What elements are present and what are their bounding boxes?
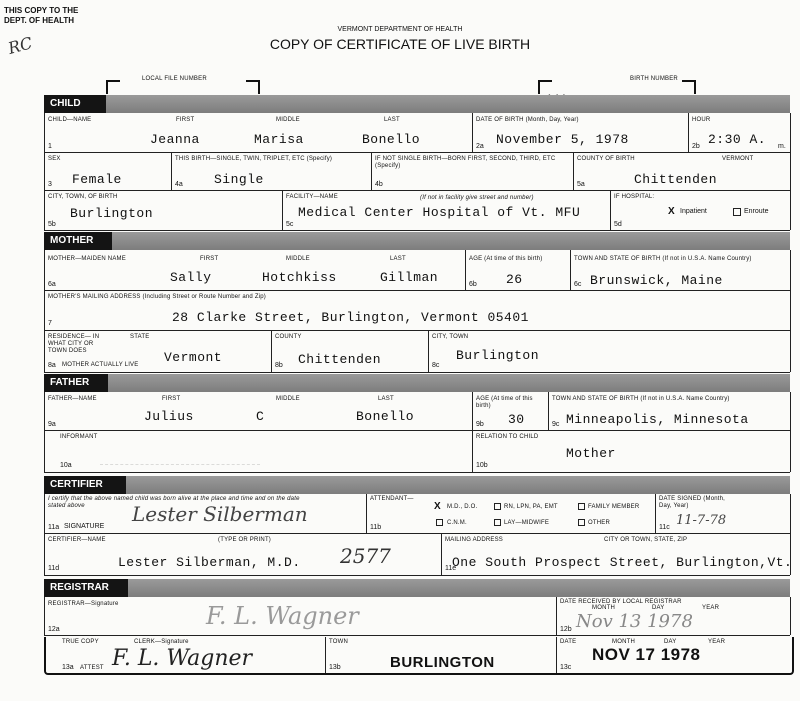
section-label-father: FATHER bbox=[44, 374, 108, 392]
field-number: 11d bbox=[48, 565, 60, 572]
field-number: 9a bbox=[48, 421, 56, 428]
facility-name: Medical Center Hospital of Vt. MFU bbox=[298, 205, 581, 220]
inpatient-checkbox[interactable]: X bbox=[668, 206, 675, 217]
date-signed-label: DATE SIGNED (Month, Day, Year) bbox=[659, 496, 726, 509]
hour-label: HOUR bbox=[692, 117, 711, 123]
attendant-family-label: FAMILY MEMBER bbox=[588, 504, 640, 510]
field-number: 9c bbox=[552, 421, 560, 428]
attendant-label: ATTENDANT— bbox=[370, 496, 414, 502]
section-label-certifier: CERTIFIER bbox=[44, 476, 126, 494]
field-number: 11b bbox=[370, 524, 382, 531]
birth-number-label: BIRTH NUMBER bbox=[630, 76, 678, 82]
child-last-name: Bonello bbox=[362, 132, 421, 147]
county-of-birth-label: COUNTY OF BIRTH bbox=[577, 156, 635, 162]
enroute-label: Enroute bbox=[744, 208, 769, 215]
mother-last-label: LAST bbox=[390, 256, 406, 262]
relation-label: RELATION TO CHILD bbox=[476, 434, 539, 440]
mother-name-label: MOTHER—MAIDEN NAME bbox=[48, 256, 126, 262]
father-birthplace-label: TOWN AND STATE OF BIRTH (If not in U.S.A. Name Country) bbox=[552, 396, 730, 402]
mailing-city-label: CITY OR TOWN, STATE, ZIP bbox=[604, 537, 688, 543]
informant-label: INFORMANT bbox=[60, 434, 98, 440]
sex-label: SEX bbox=[48, 156, 61, 162]
attendant-rn-label: RN, LPN, PA, EMT bbox=[504, 504, 558, 510]
mother-birthplace-label: TOWN AND STATE OF BIRTH (If not in U.S.A. Name Country) bbox=[574, 256, 752, 262]
field-number: 5a bbox=[577, 181, 585, 188]
date-of-birth-label: DATE OF BIRTH (Month, Day, Year) bbox=[476, 117, 579, 123]
father-name-label: FATHER—NAME bbox=[48, 396, 97, 402]
true-copy-label: TRUE COPY bbox=[62, 639, 99, 645]
mother-address: 28 Clarke Street, Burlington, Vermont 05401 bbox=[172, 310, 529, 325]
field-number: 6a bbox=[48, 281, 56, 288]
mother-first-label: FIRST bbox=[200, 256, 219, 262]
faded-informant-signature bbox=[100, 440, 260, 465]
field-number: 9b bbox=[476, 421, 484, 428]
registrar-signature-label: REGISTRAR—Signature bbox=[48, 601, 119, 607]
field-number: 12a bbox=[48, 626, 60, 633]
this-birth-value: Single bbox=[214, 172, 264, 187]
section-band-child bbox=[44, 95, 790, 113]
father-first-label: FIRST bbox=[162, 396, 181, 402]
mother-middle-label: MIDDLE bbox=[286, 256, 310, 262]
date-received-month-label: MONTH bbox=[592, 605, 615, 611]
mother-age-label: AGE (At time of this birth) bbox=[469, 256, 543, 262]
field-number: 13c bbox=[560, 664, 572, 671]
date-label: DATE bbox=[560, 639, 577, 645]
father-middle-label: MIDDLE bbox=[276, 396, 300, 402]
field-number: 13a bbox=[62, 664, 74, 671]
section-band-certifier bbox=[44, 476, 790, 494]
mother-address-label: MOTHER'S MAILING ADDRESS (Including Street or Route Number and Zip) bbox=[48, 294, 266, 300]
date-received-year-label: YEAR bbox=[702, 605, 720, 611]
document-title: COPY OF CERTIFICATE OF LIVE BIRTH bbox=[269, 36, 531, 52]
father-first-name: Julius bbox=[144, 409, 194, 424]
child-name-label: CHILD—NAME bbox=[48, 117, 92, 123]
field-number: 5d bbox=[614, 221, 622, 228]
field-number: 11c bbox=[659, 524, 670, 531]
field-number: 11a bbox=[48, 524, 60, 531]
residence-label: RESIDENCE— IN WHAT CITY OR TOWN DOES bbox=[48, 334, 100, 354]
attendant-md-checkbox[interactable]: X bbox=[434, 501, 441, 512]
mother-birthplace: Brunswick, Maine bbox=[590, 273, 723, 288]
clerk-signature-label: CLERK—Signature bbox=[134, 639, 189, 645]
field-number: 4a bbox=[175, 181, 183, 188]
birth-number-bracket-right bbox=[682, 80, 696, 94]
residence-county: Chittenden bbox=[298, 352, 382, 367]
field-number: 8b bbox=[275, 362, 283, 369]
type-or-print-label: (TYPE OR PRINT) bbox=[218, 537, 272, 543]
attendant-md-label: M.D., D.O. bbox=[447, 504, 478, 510]
attendant-family-checkbox[interactable] bbox=[578, 503, 585, 510]
attendant-rn-checkbox[interactable] bbox=[494, 503, 501, 510]
margin-initials: RC bbox=[5, 33, 35, 58]
field-number: 8c bbox=[432, 362, 440, 369]
field-number: 3 bbox=[48, 181, 52, 188]
file-number-bracket-left bbox=[106, 80, 120, 94]
residence-label-2: MOTHER ACTUALLY LIVE bbox=[62, 362, 139, 368]
mother-last-name: Gillman bbox=[380, 270, 439, 285]
field-number: 7 bbox=[48, 320, 52, 327]
section-band-father bbox=[44, 374, 790, 392]
certifier-license-number: 2577 bbox=[340, 544, 391, 568]
date-month-label: MONTH bbox=[612, 639, 635, 645]
attendant-midwife-label: LAY—MIDWIFE bbox=[504, 520, 550, 526]
issue-date-stamp: NOV 17 1978 bbox=[592, 645, 701, 664]
father-last-name: Bonello bbox=[356, 409, 415, 424]
field-number: 10b bbox=[476, 462, 488, 469]
copy-to-note: THIS COPY TO THE DEPT. OF HEALTH bbox=[4, 6, 79, 25]
registrar-signature: F. L. Wagner bbox=[206, 602, 359, 630]
local-file-number-label: LOCAL FILE NUMBER bbox=[142, 76, 207, 82]
certifier-name: Lester Silberman, M.D. bbox=[118, 555, 301, 570]
town-stamp: BURLINGTON bbox=[390, 654, 495, 671]
facility-label: FACILITY—NAME bbox=[286, 194, 338, 200]
residence-city: Burlington bbox=[456, 348, 540, 363]
hour-value: 2:30 A. bbox=[708, 132, 767, 147]
city-of-birth: Burlington bbox=[70, 206, 154, 221]
attendant-cnm-checkbox[interactable] bbox=[436, 519, 443, 526]
certifier-signature-label: SIGNATURE bbox=[64, 523, 105, 530]
mother-age: 26 bbox=[506, 272, 523, 287]
attendant-cnm-label: C.N.M. bbox=[447, 520, 467, 526]
child-middle-name: Marisa bbox=[254, 132, 304, 147]
field-number: 8a bbox=[48, 362, 56, 369]
enroute-checkbox[interactable] bbox=[733, 208, 741, 216]
if-not-single-label: IF NOT SINGLE BIRTH—BORN FIRST, SECOND, THIRD, ETC (Specify) bbox=[375, 156, 556, 169]
field-number: 4b bbox=[375, 181, 383, 188]
section-band-mother bbox=[44, 232, 790, 250]
certifier-mailing-address: One South Prospect Street, Burlington,Vt. bbox=[452, 555, 793, 570]
field-number: 12b bbox=[560, 626, 572, 633]
date-received: Nov 13 1978 bbox=[576, 611, 693, 632]
field-number: 2a bbox=[476, 143, 484, 150]
child-middle-label: MIDDLE bbox=[276, 117, 300, 123]
attendant-other-label: OTHER bbox=[588, 520, 610, 526]
father-birthplace: Minneapolis, Minnesota bbox=[566, 412, 749, 427]
child-last-label: LAST bbox=[384, 117, 400, 123]
residence-county-label: COUNTY bbox=[275, 334, 302, 340]
inpatient-label: Inpatient bbox=[680, 208, 707, 215]
date-received-label: DATE RECEIVED BY LOCAL REGISTRAR bbox=[560, 599, 682, 605]
residence-city-label: CITY, TOWN bbox=[432, 334, 469, 340]
town-label: TOWN bbox=[329, 639, 349, 645]
child-first-label: FIRST bbox=[176, 117, 195, 123]
certifier-signature: Lester Silberman bbox=[132, 502, 308, 526]
certify-statement: I certify that the above named child was born alive at the place and time and on the date stated above bbox=[48, 496, 300, 509]
father-age-label: AGE (At time of this birth) bbox=[476, 396, 533, 409]
field-number: 11e bbox=[445, 565, 457, 572]
attendant-midwife-checkbox[interactable] bbox=[494, 519, 501, 526]
this-birth-label: THIS BIRTH—SINGLE, TWIN, TRIPLET, ETC (Specify) bbox=[175, 156, 333, 162]
relation-value: Mother bbox=[566, 446, 616, 461]
section-label-child: CHILD bbox=[44, 95, 106, 113]
father-middle-name: C bbox=[256, 409, 265, 424]
mother-middle-name: Hotchkiss bbox=[262, 270, 337, 285]
facility-note: (If not in facility give street and number) bbox=[420, 195, 534, 201]
field-number: 6b bbox=[469, 281, 477, 288]
vermont-label: VERMONT bbox=[722, 156, 754, 162]
field-number: 5c bbox=[286, 221, 294, 228]
date-signed: 11-7-78 bbox=[676, 513, 727, 528]
if-hospital-label: IF HOSPITAL: bbox=[614, 194, 655, 200]
field-number: 1 bbox=[48, 143, 52, 150]
field-number: 2b bbox=[692, 143, 700, 150]
field-number: 10a bbox=[60, 462, 72, 469]
child-first-name: Jeanna bbox=[150, 132, 200, 147]
section-label-registrar: REGISTRAR bbox=[44, 579, 128, 597]
date-year-label: YEAR bbox=[708, 639, 726, 645]
residence-state-label: STATE bbox=[130, 334, 150, 340]
county-of-birth: Chittenden bbox=[634, 172, 718, 187]
field-number: 6c bbox=[574, 281, 582, 288]
attest-label: ATTEST bbox=[80, 665, 104, 671]
file-number-bracket-right bbox=[246, 80, 260, 94]
section-band-registrar bbox=[44, 579, 790, 597]
date-of-birth: November 5, 1978 bbox=[496, 132, 629, 147]
field-number: 13b bbox=[329, 664, 341, 671]
father-last-label: LAST bbox=[378, 396, 394, 402]
section-label-mother: MOTHER bbox=[44, 232, 112, 250]
hour-meridiem-suffix: m. bbox=[778, 143, 786, 150]
attendant-other-checkbox[interactable] bbox=[578, 519, 585, 526]
mother-first-name: Sally bbox=[170, 270, 212, 285]
certifier-name-label: CERTIFIER—NAME bbox=[48, 537, 106, 543]
city-of-birth-label: CITY, TOWN, OF BIRTH bbox=[48, 194, 118, 200]
clerk-signature: F. L. Wagner bbox=[112, 646, 253, 671]
mailing-address-label: MAILING ADDRESS bbox=[445, 537, 504, 543]
department-name: VERMONT DEPARTMENT OF HEALTH bbox=[337, 26, 463, 33]
date-day-label: DAY bbox=[664, 639, 677, 645]
father-age: 30 bbox=[508, 412, 525, 427]
residence-state: Vermont bbox=[164, 350, 223, 365]
date-received-day-label: DAY bbox=[652, 605, 665, 611]
field-number: 5b bbox=[48, 221, 56, 228]
sex-value: Female bbox=[72, 172, 122, 187]
